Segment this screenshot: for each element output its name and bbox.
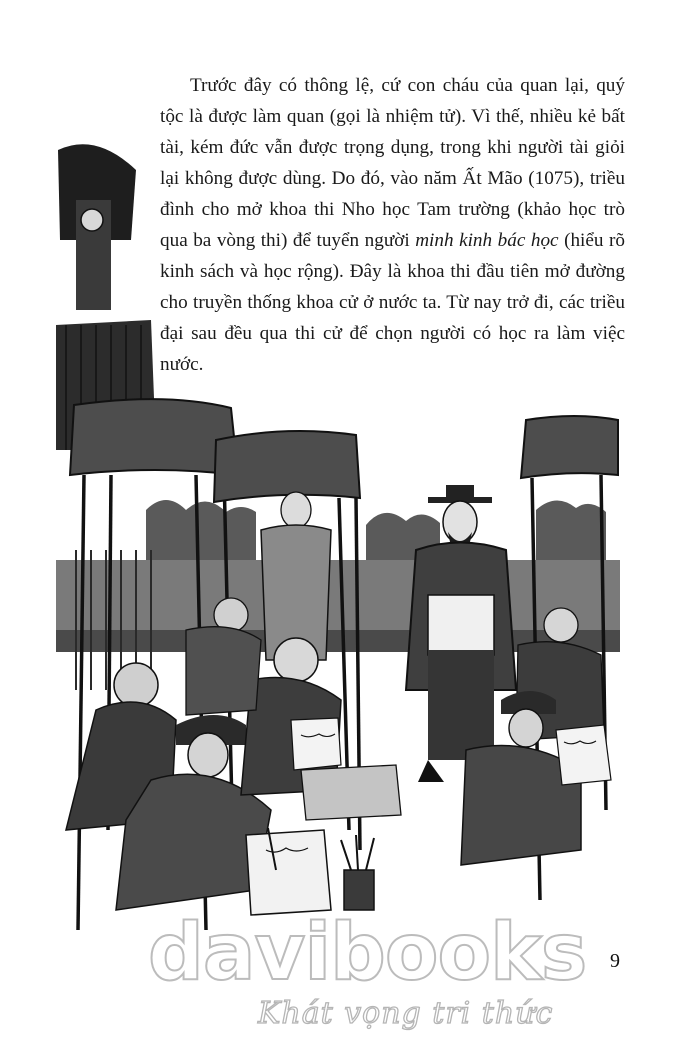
paragraph-text-part2: (hiểu rõ kinh sách và học rộng). Đây là khoa thi đầu tiên mở đường cho truyền thống khoa cử ở nước ta. Từ nay trở đi, các triều đại sau đều qua thi cử để chọn người có học ra làm việc nước. — [160, 230, 625, 375]
examination-illustration — [56, 130, 620, 940]
page-number: 9 — [610, 950, 620, 972]
paragraph-italic-term: minh kinh bác học — [415, 230, 559, 251]
watermark-brand: davibooks — [148, 908, 587, 998]
paragraph-text-part1: Trước đây có thông lệ, cứ con cháu của quan lại, quý tộc là được làm quan (gọi là nhiệm tử). Vì thế, nhiều kẻ bất tài, kém đức vẫn được trọng dụng, trong khi người tài giỏi lại không được dùng. Do đó, vào năm Ất Mão (1075), triều đình cho mở khoa thi Nho học Tam trường (khảo học trò qua ba vòng thi) để tuyển người — [160, 75, 625, 251]
watermark-slogan: Khát vọng tri thức — [258, 996, 554, 1031]
background-official — [261, 492, 331, 660]
